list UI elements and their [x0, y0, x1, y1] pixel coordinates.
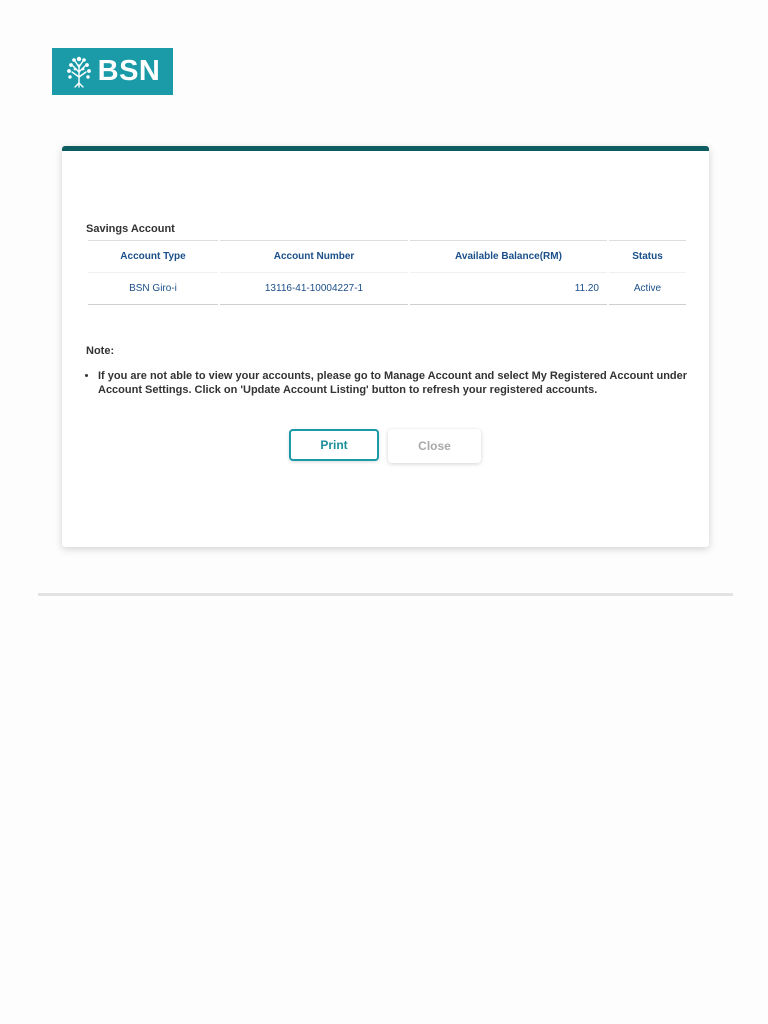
note-list: [86, 369, 698, 397]
close-button[interactable]: Close: [388, 429, 481, 463]
section-title: Savings Account: [86, 223, 175, 235]
note-item: • If you are not able to view your accounts, please go to Manage Account and select My Registered Account under Account Settings. Click on 'Update Account Listing' button to refresh your registered accounts.: [98, 369, 698, 397]
bsn-logo: [52, 48, 173, 95]
table-row: [88, 273, 686, 305]
column-header-account-type: Account Type: [88, 240, 218, 273]
tree-icon: [65, 55, 93, 89]
divider: [38, 593, 733, 596]
column-header-account-number: Account Number: [220, 240, 408, 273]
table-header-row: [88, 240, 686, 273]
cell-account-number: 13116-41-10004227-1: [220, 273, 408, 305]
cell-status: Active: [609, 273, 686, 305]
accounts-table: [86, 240, 688, 305]
cell-account-type: BSN Giro-i: [88, 273, 218, 305]
account-summary-card: [62, 146, 709, 547]
cell-available-balance: 11.20: [410, 273, 607, 305]
note-title: Note:: [86, 345, 115, 357]
column-header-status: Status: [609, 240, 686, 273]
print-button[interactable]: Print: [289, 429, 379, 461]
logo-text: BSN: [97, 55, 161, 87]
column-header-available-balance: Available Balance(RM): [410, 240, 607, 273]
